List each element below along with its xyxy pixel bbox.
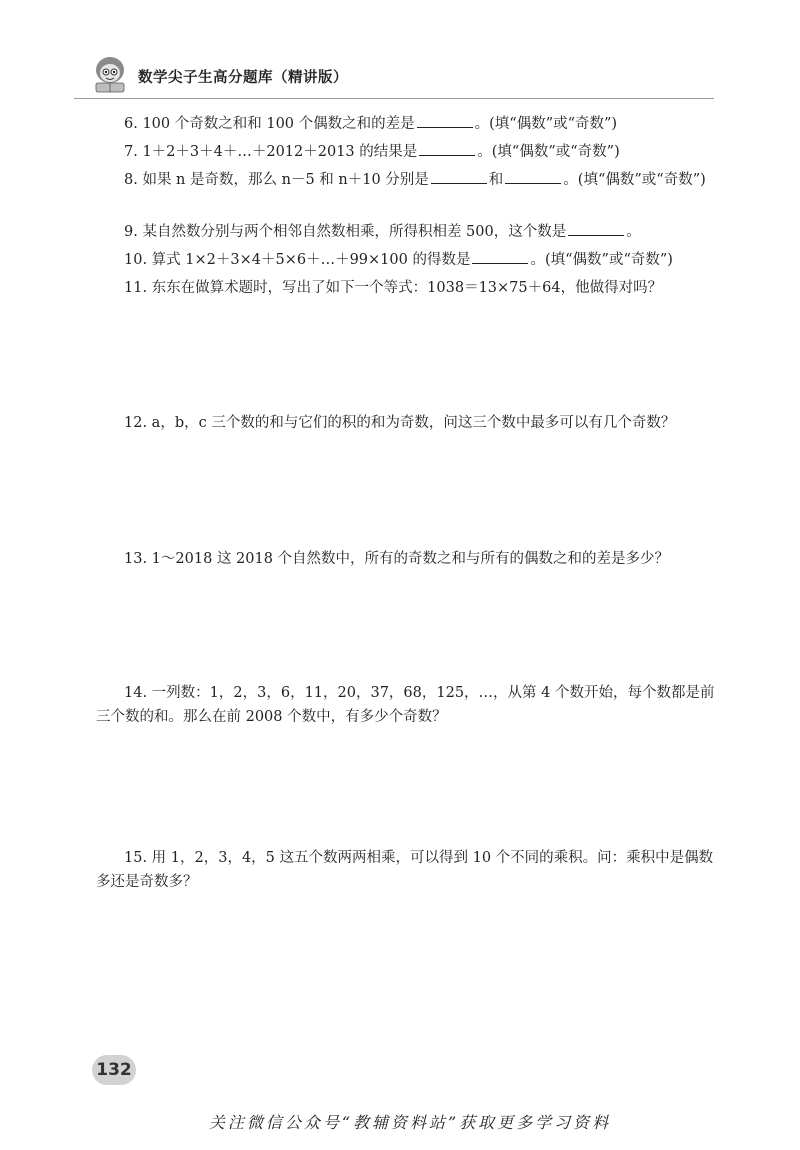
question-9-end: 。 <box>626 224 641 240</box>
question-9 <box>124 220 724 244</box>
question-10-text: 10. 算式 1×2＋3×4＋5×6＋…＋99×100 的得数是 <box>124 252 471 268</box>
answer-blank <box>419 141 475 156</box>
answer-blank <box>472 249 528 264</box>
answer-blank <box>568 221 624 236</box>
question-10 <box>124 248 724 272</box>
book-header <box>88 52 408 96</box>
question-13: 13. 1～2018 这 2018 个自然数中，所有的奇数之和与所有的偶数之和的差是多少？ <box>124 551 670 567</box>
question-10-hint: 。(填“偶数”或“奇数”) <box>530 252 673 268</box>
answer-blank <box>431 169 487 184</box>
question-6-hint: 。(填“偶数”或“奇数”) <box>474 116 618 132</box>
question-7-hint: 。(填“偶数”或“奇数”) <box>477 144 620 160</box>
question-15: 15. 用 1，2，3，4，5 这五个数两两相乘，可以得到 10 个不同的乘积。问：乘积中是偶数多还是奇数多？ <box>96 850 714 890</box>
question-9-text: 9. 某自然数分别与两个相邻自然数相乘，所得积相差 500，这个数是 <box>124 224 567 240</box>
question-11: 11. 东东在做算术题时，写出了如下一个等式：1038＝13×75＋64，他做得对吗？ <box>124 280 663 296</box>
question-12: 12. a，b，c 三个数的和与它们的积的和为奇数，问这三个数中最多可以有几个奇数？ <box>124 415 676 431</box>
answer-blank <box>505 169 561 184</box>
footer-note: 关注微信公众号“教辅资料站”获取更多学习资料 <box>208 1113 612 1132</box>
question-8-and: 和 <box>488 172 504 188</box>
question-7-text: 7. 1＋2＋3＋4＋…＋2012＋2013 的结果是 <box>124 144 418 160</box>
question-6-text: 6. 100 个奇数之和和 100 个偶数之和的差是 <box>124 116 415 132</box>
book-title: 数学尖子生高分题库（精讲版） <box>138 70 348 86</box>
student-mascot-logo <box>88 52 132 96</box>
question-14: 14. 一列数：1，2，3，6，11，20，37，68，125，…，从第 4 个数开始，每个数都是前三个数的和。那么在前 2008 个数中，有多少个奇数？ <box>96 685 715 725</box>
page-number: 132 <box>92 1055 136 1085</box>
question-6 <box>124 112 724 136</box>
header-divider <box>74 98 714 99</box>
question-8 <box>96 168 724 192</box>
answer-blank <box>417 113 473 128</box>
question-7 <box>124 140 724 164</box>
question-8-hint: 。(填“偶数”或“奇数”) <box>563 172 706 188</box>
question-8-text: 8. 如果 n 是奇数，那么 n－5 和 n＋10 分别是 <box>124 172 429 188</box>
